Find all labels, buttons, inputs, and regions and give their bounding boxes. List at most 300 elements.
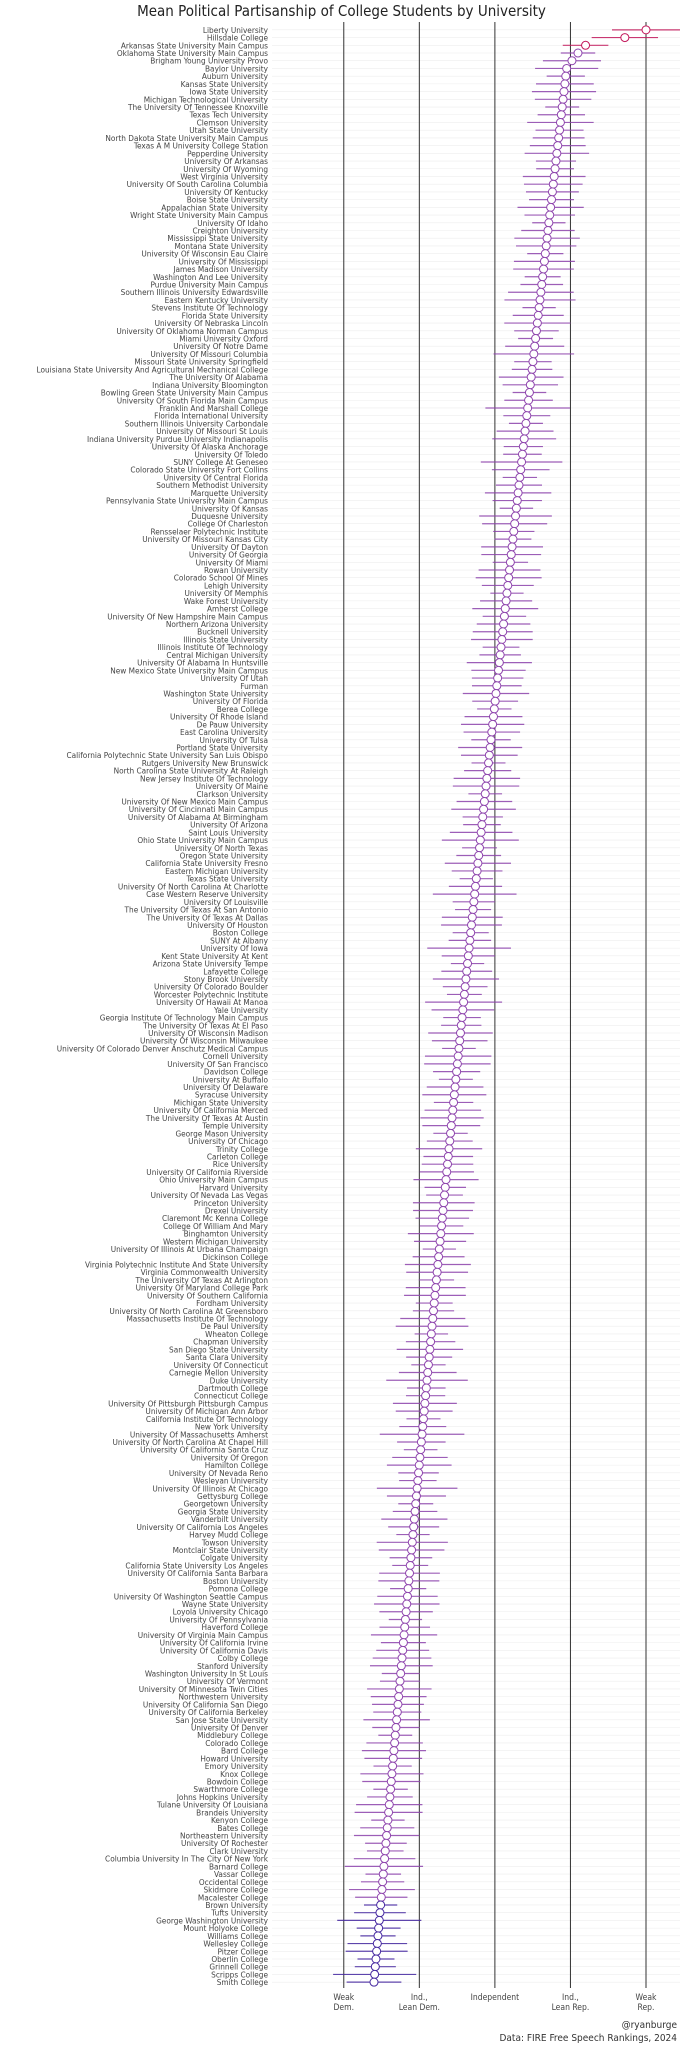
university-label: Skidmore College <box>203 1884 268 1895</box>
university-label: Brandeis University <box>196 1807 268 1818</box>
mean-point <box>550 172 558 180</box>
university-label: University Of Missouri Kansas City <box>142 534 268 545</box>
mean-point <box>441 1183 449 1191</box>
university-label: Gettysburg College <box>197 1491 268 1501</box>
mean-point <box>502 597 510 605</box>
mean-point <box>500 612 508 620</box>
university-label: New Jersey Institute Of Technology <box>140 773 268 784</box>
university-label: University Of California Berkeley <box>148 1707 268 1718</box>
university-label: University Of Cincinnati Main Campus <box>128 804 268 815</box>
university-label: Wesleyan University <box>193 1475 268 1486</box>
mean-point <box>489 713 497 721</box>
university-label: Southern Methodist University <box>156 480 268 491</box>
university-label: George Mason University <box>175 1128 268 1139</box>
university-label: University Of Arkansas <box>184 156 268 167</box>
mean-point <box>554 142 562 150</box>
university-label: Montclair State University <box>172 1545 268 1556</box>
university-label: University Of California Los Angeles <box>136 1521 268 1532</box>
mean-point <box>642 26 650 34</box>
university-label: Trinity College <box>215 1143 268 1154</box>
university-label: Temple University <box>202 1120 268 1131</box>
university-label: The University Of Texas At Dallas <box>146 912 268 923</box>
mean-point <box>439 1206 447 1214</box>
mean-point <box>498 635 506 643</box>
mean-point <box>397 1662 405 1670</box>
mean-point <box>436 1237 444 1245</box>
mean-point <box>413 1484 421 1492</box>
mean-point <box>477 828 485 836</box>
university-label: Creighton University <box>192 225 268 236</box>
university-label: Miami University Oxford <box>179 333 268 344</box>
university-label: Rensselaer Polytechnic Institute <box>150 526 268 537</box>
university-label: Johns Hopkins University <box>176 1791 268 1802</box>
mean-point <box>523 412 531 420</box>
mean-point <box>447 1129 455 1137</box>
mean-point <box>423 1376 431 1384</box>
university-label: University Of Rochester <box>180 1838 268 1849</box>
mean-point <box>414 1477 422 1485</box>
mean-point <box>494 674 502 682</box>
university-label: Santa Clara University <box>185 1352 268 1363</box>
university-label: University Of New Hampshire Main Campus <box>107 611 268 622</box>
university-label: Williams College <box>207 1930 268 1941</box>
university-label: Florida State University <box>181 310 268 321</box>
university-label: Towson University <box>201 1537 268 1548</box>
mean-point <box>535 304 543 312</box>
university-label: University Of Illinois At Urbana Champaign <box>110 1244 268 1255</box>
mean-point <box>431 1291 439 1299</box>
university-label: Occidental College <box>198 1876 268 1887</box>
mean-point <box>461 983 469 991</box>
university-label: Colgate University <box>200 1552 268 1563</box>
mean-point <box>485 759 493 767</box>
university-label: Colorado School Of Mines <box>173 572 268 583</box>
mean-point <box>381 1855 389 1863</box>
mean-point <box>547 203 555 211</box>
university-label: University Of Wisconsin Eau Claire <box>141 248 268 259</box>
university-label: Vanderbilt University <box>191 1514 268 1525</box>
mean-point <box>429 1315 437 1323</box>
mean-point <box>517 466 525 474</box>
mean-point <box>380 1862 388 1870</box>
university-label: University Of California Merced <box>153 1105 268 1116</box>
x-tick-label: Weak <box>333 1993 355 2003</box>
mean-point <box>395 1685 403 1693</box>
mean-point <box>548 196 556 204</box>
mean-point <box>561 80 569 88</box>
university-label: Washington And Lee University <box>153 271 268 282</box>
university-label: Utah State University <box>189 125 268 136</box>
mean-point <box>508 543 516 551</box>
mean-point <box>474 859 482 867</box>
university-label: Brown University <box>205 1899 268 1910</box>
university-label: Ohio State University Main Campus <box>137 835 268 846</box>
university-label: University Of North Texas <box>174 842 268 853</box>
mean-point <box>464 952 472 960</box>
university-label: University Of Maine <box>195 781 268 792</box>
mean-point <box>391 1739 399 1747</box>
university-label: Kenyon College <box>211 1815 268 1826</box>
mean-point <box>381 1847 389 1855</box>
university-label: Saint Louis University <box>188 827 268 838</box>
university-label: Central Michigan University <box>166 649 268 660</box>
mean-point <box>377 1893 385 1901</box>
university-label: Rutgers University New Brunswick <box>141 757 268 768</box>
mean-point <box>512 504 520 512</box>
mean-point <box>458 1014 466 1022</box>
mean-point <box>555 134 563 142</box>
university-label: The University Of Texas At San Antonio <box>124 904 268 915</box>
university-label: Eastern Kentucky University <box>164 294 268 305</box>
mean-point <box>453 1060 461 1068</box>
university-label: University Of Idaho <box>197 217 268 228</box>
mean-point <box>476 836 484 844</box>
mean-point <box>385 1801 393 1809</box>
mean-point <box>582 41 590 49</box>
mean-point <box>426 1345 434 1353</box>
mean-point <box>548 188 556 196</box>
mean-point <box>437 1230 445 1238</box>
mean-point <box>542 242 550 250</box>
mean-point <box>531 342 539 350</box>
mean-point <box>410 1515 418 1523</box>
university-label: Auburn University <box>201 71 268 82</box>
x-tick-label: Weak <box>635 1993 657 2003</box>
university-label: Cornell University <box>202 1051 268 1062</box>
mean-point <box>501 605 509 613</box>
university-label: Connecticut College <box>194 1390 268 1401</box>
mean-point <box>375 1916 383 1924</box>
mean-point <box>491 697 499 705</box>
mean-point <box>494 666 502 674</box>
university-label: University Of Louisville <box>183 896 268 907</box>
university-label: University Of North Carolina At Chapel Hill <box>112 1436 268 1447</box>
university-label: University Of Alabama At Birmingham <box>127 811 268 822</box>
mean-point <box>505 574 513 582</box>
university-label: Appalachian State University <box>161 202 268 213</box>
mean-point <box>389 1754 397 1762</box>
university-label: University Of South Florida Main Campus <box>116 395 268 406</box>
university-label: University Of Central Florida <box>163 472 268 483</box>
university-label: Pitzer College <box>217 1946 268 1957</box>
university-label: Davidson College <box>203 1066 268 1077</box>
university-label: University Of California San Diego <box>142 1699 268 1710</box>
university-label: University Of Rhode Island <box>170 711 268 722</box>
university-label: University Of Hawaii At Manoa <box>156 997 268 1008</box>
university-label: Ohio University Main Campus <box>159 1174 268 1185</box>
university-label: Bard College <box>221 1745 268 1756</box>
mean-point <box>528 365 536 373</box>
mean-point <box>373 1947 381 1955</box>
mean-point <box>379 1878 387 1886</box>
university-label: Drexel University <box>204 1205 268 1216</box>
mean-point <box>400 1631 408 1639</box>
mean-point <box>404 1585 412 1593</box>
university-label: University Of Nevada Las Vegas <box>150 1190 268 1201</box>
university-label: University Of Illinois At Chicago <box>152 1483 268 1494</box>
mean-point <box>417 1446 425 1454</box>
university-label: Middlebury College <box>197 1730 268 1741</box>
mean-point <box>375 1924 383 1932</box>
university-label: SUNY At Albany <box>210 935 268 946</box>
university-label: The University Of Texas At Austin <box>145 1112 268 1123</box>
university-label: Purdue University Main Campus <box>150 279 268 290</box>
mean-point <box>518 450 526 458</box>
mean-point <box>479 813 487 821</box>
university-label: University Of Alaska Anchorage <box>151 441 268 452</box>
university-label: Tufts University <box>211 1907 268 1918</box>
mean-point <box>430 1299 438 1307</box>
university-label: Virginia Polytechnic Institute And State University <box>84 1259 268 1270</box>
university-label: University Of Memphis <box>184 588 268 599</box>
university-label: Texas State University <box>186 873 268 884</box>
mean-point <box>424 1369 432 1377</box>
university-label: Georgia State University <box>177 1506 268 1517</box>
university-label: Barnard College <box>208 1861 268 1872</box>
university-label: West Virginia University <box>180 171 268 182</box>
mean-point <box>441 1191 449 1199</box>
mean-point <box>403 1600 411 1608</box>
mean-point <box>563 64 571 72</box>
university-label: University Of Missouri St Louis <box>156 426 268 437</box>
university-label: Bowling Green State University Main Campus <box>100 387 268 398</box>
university-label: The University Of Tennessee Knoxville <box>128 102 268 113</box>
university-label: Amherst College <box>207 603 268 614</box>
mean-point <box>496 651 504 659</box>
university-label: Mississippi State University <box>167 233 268 244</box>
mean-point <box>421 1399 429 1407</box>
mean-point <box>486 743 494 751</box>
university-label: Fordham University <box>196 1298 268 1309</box>
university-label: University Of Massachusetts Amherst <box>129 1429 268 1440</box>
university-label: College Of William And Mary <box>163 1220 268 1231</box>
university-label: Binghamton University <box>183 1228 268 1239</box>
mean-point <box>506 558 514 566</box>
university-label: University Of New Mexico Main Campus <box>121 796 268 807</box>
mean-point <box>478 821 486 829</box>
university-label: Lehigh University <box>203 580 268 591</box>
mean-point <box>506 566 514 574</box>
university-label: University Of North Carolina At Greensboro <box>109 1305 268 1316</box>
university-label: University Of Oklahoma Norman Campus <box>116 325 268 336</box>
mean-point <box>432 1276 440 1284</box>
university-label: Boise State University <box>186 194 268 205</box>
university-label: University Of Dayton <box>191 541 268 552</box>
university-label: Dartmouth College <box>198 1382 268 1393</box>
x-tick-label: Dem. <box>333 2003 355 2013</box>
mean-point <box>465 944 473 952</box>
university-label: Case Western Reserve University <box>146 889 268 900</box>
university-label: Claremont Mc Kenna College <box>161 1213 268 1224</box>
mean-point <box>457 1021 465 1029</box>
mean-point <box>393 1716 401 1724</box>
university-label: Portland State University <box>176 742 268 753</box>
university-label: University Of Washington Seattle Campus <box>113 1591 268 1602</box>
university-label: Indiana University Bloomington <box>152 379 268 390</box>
university-label: Southern Illinois University Edwardsville <box>120 287 268 298</box>
university-label: Hillsdale College <box>206 32 268 43</box>
university-label: Stevens Institute Of Technology <box>151 302 268 313</box>
mean-point <box>470 898 478 906</box>
mean-point <box>450 1098 458 1106</box>
mean-point <box>374 1932 382 1940</box>
mean-point <box>450 1091 458 1099</box>
university-label: Vassar College <box>214 1869 268 1880</box>
university-label: University Of Florida <box>192 696 268 707</box>
mean-point <box>524 404 532 412</box>
mean-point <box>492 689 500 697</box>
university-label: Baylor University <box>205 63 268 74</box>
university-label: San Diego State University <box>169 1344 268 1355</box>
university-label: Boston College <box>212 927 268 938</box>
mean-point <box>451 1083 459 1091</box>
mean-point <box>417 1438 425 1446</box>
mean-point <box>551 165 559 173</box>
mean-point <box>379 1870 387 1878</box>
university-label: Worcester Polytechnic Institute <box>153 989 268 1000</box>
mean-point <box>469 906 477 914</box>
mean-point <box>409 1531 417 1539</box>
mean-point <box>447 1122 455 1130</box>
university-label: Knox College <box>220 1768 268 1779</box>
university-label: George Washington University <box>156 1915 268 1926</box>
university-label: University Of Virginia Main Campus <box>137 1629 268 1640</box>
university-label: University Of North Carolina At Charlotte <box>117 881 268 892</box>
mean-point <box>372 1955 380 1963</box>
mean-point <box>434 1261 442 1269</box>
university-label: University Of Pennsylvania <box>169 1614 268 1625</box>
mean-point <box>482 782 490 790</box>
mean-point <box>399 1646 407 1654</box>
mean-point <box>568 57 576 65</box>
mean-point <box>412 1500 420 1508</box>
mean-point <box>386 1793 394 1801</box>
mean-point <box>410 1523 418 1531</box>
university-label: Georgia Institute Of Technology Main Campus <box>99 1012 268 1023</box>
mean-point <box>429 1307 437 1315</box>
university-label: University Of Utah <box>200 673 268 684</box>
university-label: Southern Illinois University Carbondale <box>124 418 268 429</box>
mean-point <box>420 1407 428 1415</box>
university-label: Illinois Institute Of Technology <box>157 642 268 653</box>
university-label: Colby College <box>217 1653 268 1664</box>
university-label: Louisiana State University And Agricultural Mechanical College <box>36 364 268 375</box>
university-label: University Of Colorado Boulder <box>154 981 268 992</box>
mean-point <box>371 1970 379 1978</box>
mean-point <box>488 728 496 736</box>
mean-point <box>487 736 495 744</box>
university-label: Northern Arizona University <box>165 619 268 630</box>
mean-point <box>378 1886 386 1894</box>
university-label: Princeton University <box>193 1197 268 1208</box>
university-label: Liberty University <box>202 24 268 35</box>
university-label: University Of California Irvine <box>159 1637 268 1648</box>
university-label: Franklin And Marshall College <box>159 402 268 413</box>
university-label: Carleton College <box>206 1151 268 1162</box>
university-label: California Institute Of Technology <box>145 1413 268 1424</box>
mean-point <box>455 1044 463 1052</box>
university-label: Washington State University <box>163 688 268 699</box>
university-label: San Jose State University <box>175 1714 268 1725</box>
university-label: University Of Maryland College Park <box>135 1282 268 1293</box>
university-label: Wright State University Main Campus <box>130 210 268 221</box>
university-label: University Of Michigan Ann Arbor <box>145 1406 268 1417</box>
mean-point <box>537 288 545 296</box>
mean-point <box>525 396 533 404</box>
university-label: Columbia University In The City Of New York <box>105 1853 268 1864</box>
university-label: University Of Southern California <box>146 1290 268 1301</box>
mean-point <box>402 1608 410 1616</box>
mean-point <box>419 1415 427 1423</box>
mean-point <box>509 535 517 543</box>
mean-point <box>416 1453 424 1461</box>
mean-point <box>388 1770 396 1778</box>
mean-point <box>452 1075 460 1083</box>
university-label: Iowa State University <box>189 86 268 97</box>
mean-point <box>432 1284 440 1292</box>
university-label: Howard University <box>200 1753 268 1764</box>
mean-point <box>559 95 567 103</box>
mean-point <box>394 1700 402 1708</box>
mean-point <box>391 1731 399 1739</box>
mean-point <box>490 705 498 713</box>
university-label: Stony Brook University <box>183 973 268 984</box>
university-label: Arkansas State University Main Campus <box>120 40 268 51</box>
mean-point <box>507 551 515 559</box>
mean-point <box>399 1639 407 1647</box>
mean-point <box>422 1392 430 1400</box>
mean-point <box>382 1839 390 1847</box>
caption-source: Data: FIRE Free Speech Rankings, 2024 <box>499 2033 677 2044</box>
mean-point <box>536 296 544 304</box>
university-label: University Of Kansas <box>191 503 268 514</box>
university-label: Eastern Michigan University <box>165 865 268 876</box>
mean-point <box>556 126 564 134</box>
university-label: Pomona College <box>208 1583 268 1594</box>
mean-point <box>418 1430 426 1438</box>
mean-point <box>456 1029 464 1037</box>
mean-point <box>516 473 524 481</box>
mean-point <box>471 890 479 898</box>
university-label: University Of Connecticut <box>173 1359 268 1370</box>
university-label: Kent State University At Kent <box>161 950 268 961</box>
mean-point <box>412 1492 420 1500</box>
university-label: Clark University <box>209 1845 268 1856</box>
university-label: California Polytechnic State University San Luis Obispo <box>66 750 268 761</box>
mean-point <box>525 389 533 397</box>
university-label: Rowan University <box>204 565 268 576</box>
x-tick-label: Ind., <box>410 1993 428 2003</box>
mean-point <box>454 1052 462 1060</box>
mean-point <box>415 1469 423 1477</box>
mean-point <box>497 643 505 651</box>
university-label: Grinnell College <box>209 1961 268 1972</box>
university-label: New Mexico State University Main Campus <box>110 665 268 676</box>
mean-point <box>522 419 530 427</box>
mean-point <box>480 805 488 813</box>
mean-point <box>621 34 629 42</box>
mean-point <box>467 929 475 937</box>
university-label: University Of Oregon <box>190 1452 268 1463</box>
mean-point <box>503 589 511 597</box>
mean-point <box>468 913 476 921</box>
mean-point <box>514 489 522 497</box>
mean-point <box>387 1785 395 1793</box>
mean-point <box>438 1214 446 1222</box>
university-label: Western Michigan University <box>162 1236 268 1247</box>
university-label: Kansas State University <box>180 78 268 89</box>
university-label: Clarkson University <box>196 788 268 799</box>
